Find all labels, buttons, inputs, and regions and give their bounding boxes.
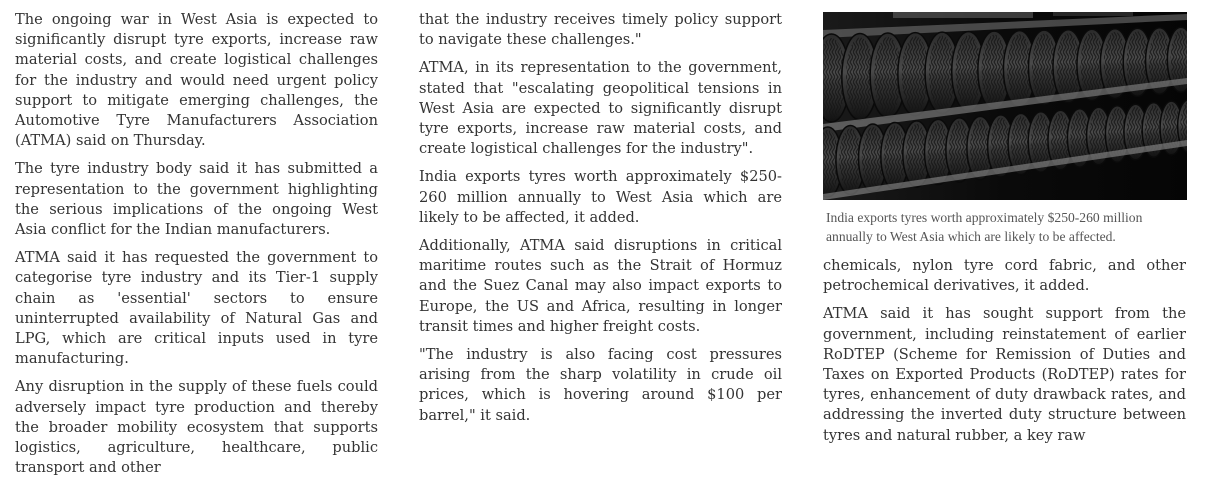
paragraph: The tyre industry body said it has submitted a representation to the government highlighting the serious implications of the ongoing West Asia conflict for the Indian manufacturers. — [15, 160, 378, 239]
paragraph: that the industry receives timely policy support to navigate these challenges." — [419, 11, 782, 49]
paragraph: "The industry is also facing cost pressures arising from the sharp volatility in crude oil prices, which is hovering around $100 per barrel," it said. — [419, 346, 782, 424]
paragraph: Additionally, ATMA said disruptions in critical maritime routes such as the Strait of Hormuz and the Suez Canal may also impact exports to Europe, the US and Africa, resulting in longer transit times and higher freight costs. — [419, 237, 782, 335]
paragraph: ATMA said it has sought support from the government, including reinstatement of earlier RoDTEP (Scheme for Remission of Duties and Taxes on Exported Products (RoDTEP) rates for tyres, enhancement of duty drawback rates, and addressing the inverted duty structure between tyres and natural rubber, a key raw — [823, 305, 1186, 444]
paragraph: chemicals, nylon tyre cord fabric, and other petrochemical derivatives, it added. — [823, 257, 1186, 295]
paragraph: India exports tyres worth approximately $250-260 million annually to West Asia which are likely to be affected, it added. — [419, 168, 782, 226]
article-column-right — [823, 256, 1186, 454]
paragraph: The ongoing war in West Asia is expected to significantly disrupt tyre exports, increase raw material costs, and create logistical challenges for the industry and would need urgent policy support to mitigate emerging challenges, the Automotive Tyre Manufacturers Association (ATMA) said on Thursday. — [15, 11, 378, 150]
article-column-left — [15, 10, 378, 486]
paragraph: Any disruption in the supply of these fuels could adversely impact tyre production and thereby the broader mobility ecosystem that supports logistics, agriculture, healthcare, public transport and other — [15, 378, 378, 477]
tyre-rack-photo — [823, 12, 1187, 200]
article-column-middle — [419, 10, 782, 434]
paragraph: ATMA, in its representation to the government, stated that "escalating geopolitical tensions in West Asia are expected to significantly disrupt tyre exports, increase raw material costs, and create logistical challenges for the industry". — [419, 59, 782, 158]
photo-caption: India exports tyres worth approximately $250-260 million annually to West Asia which are likely to be affected. — [826, 210, 1143, 244]
paragraph: ATMA said it has requested the government to categorise tyre industry and its Tier-1 supply chain as 'essential' sectors to ensure uninterrupted availability of Natural Gas and LPG, which are critical inputs used in tyre manufacturing. — [15, 249, 378, 368]
